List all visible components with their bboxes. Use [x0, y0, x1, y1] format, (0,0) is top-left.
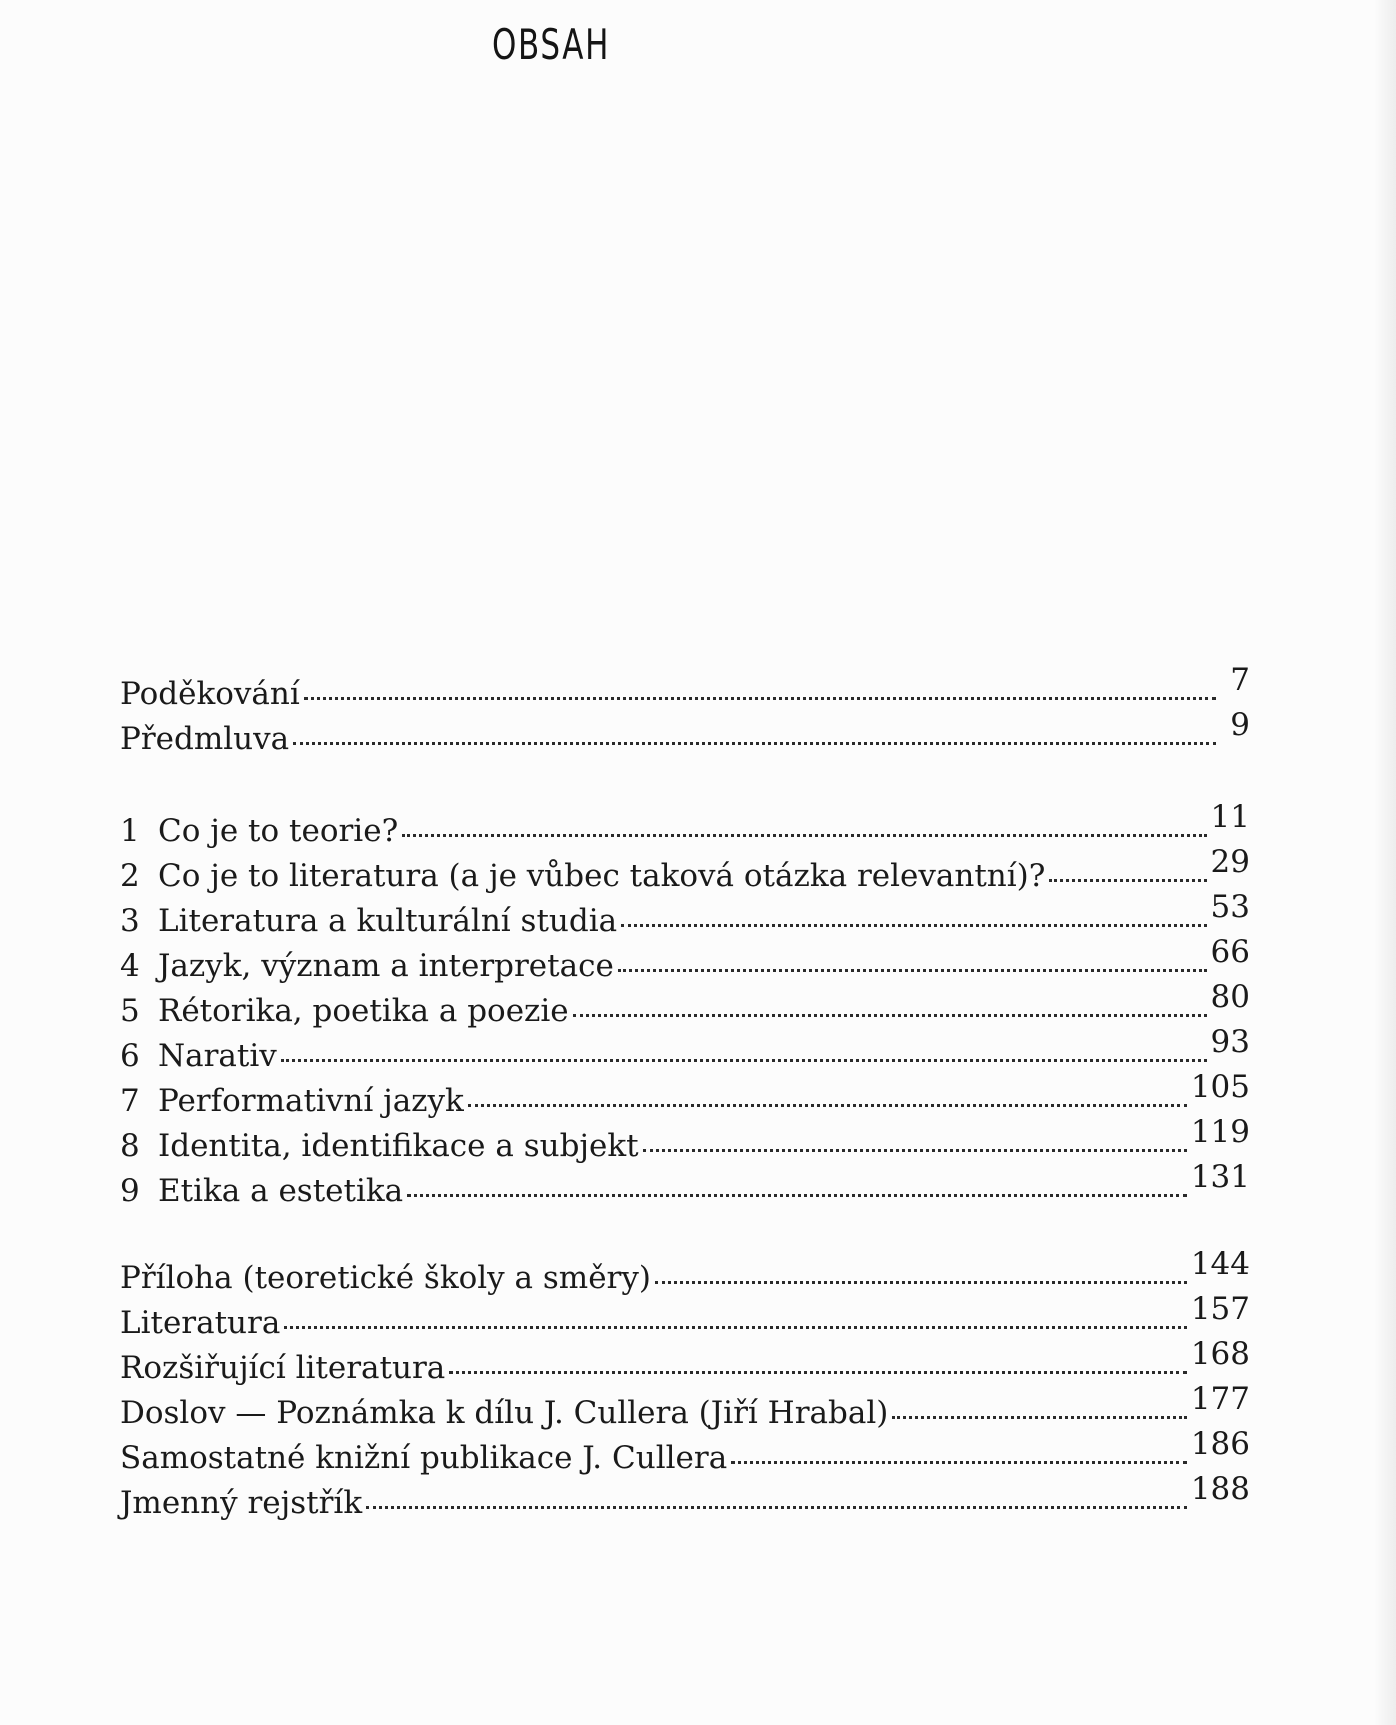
toc-entry-page: 11 [1210, 799, 1250, 835]
toc-leader-dots [449, 1371, 1187, 1374]
toc-entry-label: Předmluva [120, 721, 290, 757]
toc-entry-page: 131 [1190, 1159, 1250, 1195]
toc-entry-literatura[interactable] [120, 1291, 1250, 1346]
toc-entry-samostatne-publikace[interactable] [120, 1426, 1250, 1481]
toc-leader-dots [643, 1149, 1187, 1152]
toc-leader-dots [407, 1194, 1187, 1197]
toc-chapter-5[interactable] [120, 979, 1250, 1034]
toc-entry-rozsirujici-literatura[interactable] [120, 1336, 1250, 1391]
toc-leader-dots [293, 742, 1216, 745]
toc-leader-dots [731, 1461, 1187, 1464]
toc-entry-label: Jmenný rejstřík [120, 1485, 363, 1521]
toc-leader-dots [573, 1014, 1207, 1017]
toc-leader-dots [366, 1506, 1187, 1509]
toc-entry-label: Literatura [120, 1305, 281, 1341]
toc-entry-page: 66 [1210, 934, 1250, 970]
toc-chapter-number: 5 [120, 993, 140, 1029]
toc-chapter-2[interactable] [120, 844, 1250, 899]
toc-chapter-9[interactable] [120, 1159, 1250, 1214]
toc-back-matter [120, 1246, 1250, 1526]
toc-entry-page: 80 [1210, 979, 1250, 1015]
toc-entry-predmluva[interactable] [120, 707, 1250, 762]
page-edge [1374, 0, 1396, 1725]
toc-entry-page: 144 [1190, 1246, 1250, 1282]
toc-leader-dots [468, 1104, 1187, 1107]
toc-entry-doslov[interactable] [120, 1381, 1250, 1436]
toc-leader-dots [284, 1326, 1187, 1329]
toc-entry-page: 186 [1190, 1426, 1250, 1462]
toc-entry-label: Rozšiřující literatura [120, 1350, 446, 1386]
toc-entry-label: Doslov — Poznámka k dílu J. Cullera (Jiří Hrabal) [120, 1395, 889, 1431]
toc-entry-label: Co je to teorie? [158, 813, 399, 849]
toc-chapter-number: 3 [120, 903, 140, 939]
toc-entry-label: Příloha (teoretické školy a směry) [120, 1260, 651, 1296]
toc-chapter-number: 8 [120, 1128, 140, 1164]
toc-entry-label: Poděkování [120, 676, 300, 712]
toc-entry-label: Etika a estetika [158, 1173, 404, 1209]
toc-entry-label: Co je to literatura (a je vůbec taková otázka relevantní)? [158, 858, 1046, 894]
toc-leader-dots [304, 697, 1216, 700]
toc-leader-dots [621, 924, 1206, 927]
toc-chapter-number: 7 [120, 1083, 140, 1119]
toc-entry-page: 119 [1190, 1114, 1250, 1150]
toc-chapter-1[interactable] [120, 799, 1250, 854]
toc-leader-dots [281, 1059, 1207, 1062]
toc-entry-page: 7 [1230, 662, 1250, 698]
toc-entry-podekovani[interactable] [120, 662, 1250, 717]
toc-entry-label: Narativ [158, 1038, 277, 1074]
toc-chapter-number: 2 [120, 858, 140, 894]
toc-chapter-number: 9 [120, 1173, 140, 1209]
toc-chapter-3[interactable] [120, 889, 1250, 944]
toc-entry-page: 168 [1190, 1336, 1250, 1372]
toc-chapter-number: 6 [120, 1038, 140, 1074]
toc-leader-dots [618, 969, 1207, 972]
toc-entry-label: Samostatné knižní publikace J. Cullera [120, 1440, 728, 1476]
toc-chapter-number: 4 [120, 948, 140, 984]
toc-entry-page: 188 [1190, 1471, 1250, 1507]
toc-entry-priloha[interactable] [120, 1246, 1250, 1301]
toc-entry-label: Rétorika, poetika a poezie [158, 993, 569, 1029]
toc-chapter-4[interactable] [120, 934, 1250, 989]
toc-chapters [120, 799, 1250, 1214]
toc-leader-dots [892, 1416, 1186, 1419]
toc-leader-dots [655, 1281, 1187, 1284]
page-title: OBSAH [492, 20, 611, 69]
toc-entry-jmenny-rejstrik[interactable] [120, 1471, 1250, 1526]
toc-entry-label: Performativní jazyk [158, 1083, 464, 1119]
toc-chapter-8[interactable] [120, 1114, 1250, 1169]
toc-chapter-number: 1 [120, 813, 140, 849]
toc-entry-page: 157 [1190, 1291, 1250, 1327]
toc-entry-page: 93 [1210, 1024, 1250, 1060]
toc-chapter-7[interactable] [120, 1069, 1250, 1124]
toc-chapter-6[interactable] [120, 1024, 1250, 1079]
toc-front-matter [120, 662, 1250, 762]
toc-entry-page: 29 [1210, 844, 1250, 880]
toc-entry-page: 177 [1190, 1381, 1250, 1417]
toc-entry-label: Jazyk, význam a interpretace [158, 948, 614, 984]
toc-leader-dots [402, 834, 1206, 837]
table-of-contents [120, 662, 1250, 1526]
toc-entry-page: 53 [1210, 889, 1250, 925]
toc-entry-label: Literatura a kulturální studia [158, 903, 618, 939]
toc-leader-dots [1049, 879, 1206, 882]
toc-entry-page: 9 [1230, 707, 1250, 743]
toc-entry-page: 105 [1190, 1069, 1250, 1105]
toc-entry-label: Identita, identifikace a subjekt [158, 1128, 639, 1164]
